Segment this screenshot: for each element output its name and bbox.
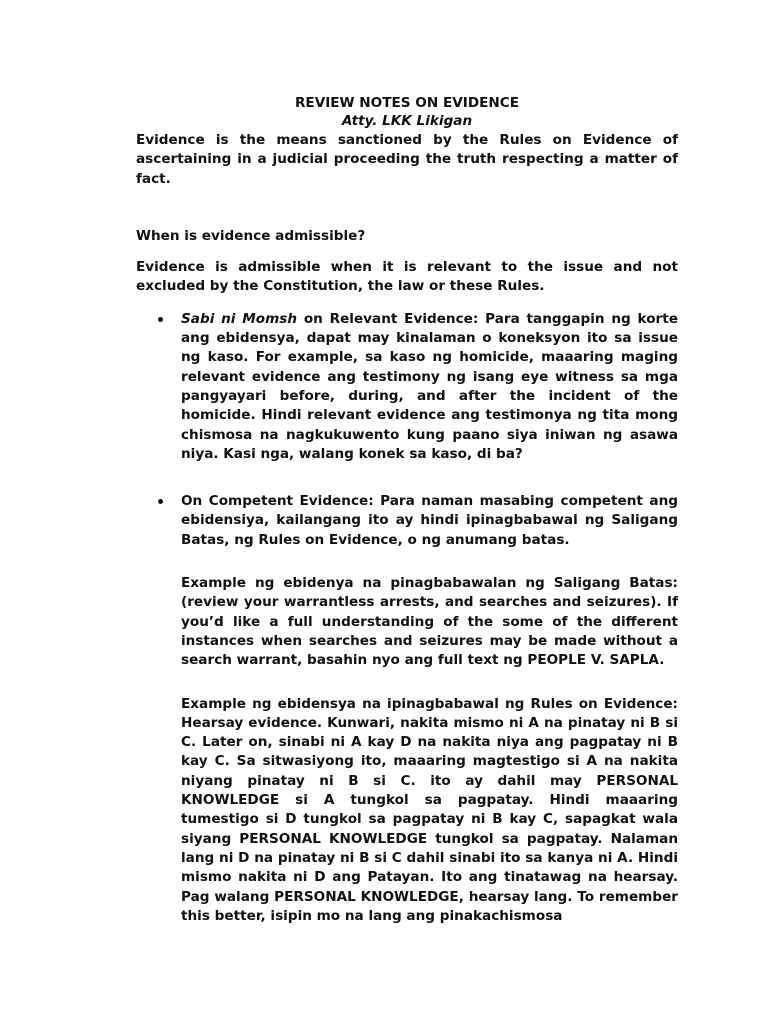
hearsay-example-paragraph: Example ng ebidensya na ipinagbabawal ng Rules on Evidence: Hearsay evidence. Kunwari, nakita mismo ni A na pinatay ni B si C. Later on, sinabi ni A kay D na nakita niya ang pagpatay ni B kay C. Sa sitwasiyong ito, maaaring magtestigo si A na nakita niyang pinatay ni B si C. ito ay dahil may PERSONAL KNOWLEDGE si A tungkol sa pagpatay. Hindi maaaring tumestigo si D tungkol sa pagpatay ni B kay C, sapagkat wala siyang PERSONAL KNOWLEDGE tungkol sa pagpatay. Nalaman lang ni D na pinatay ni B si C dahil sinabi ito sa kanya ni A. Hindi mismo nakita ni D ang Patayan. Ito ang tinatawag na hearsay. Pag walang PERSONAL KNOWLEDGE, hearsay lang. To remember this better, isipin mo na lang ang pinakachismosa bbox=[181, 695, 678, 924]
document-author: Atty. LKK Likigan bbox=[341, 113, 473, 129]
answer-paragraph: Evidence is admissible when it is relevant to the issue and not excluded by the Constitution, the law or these Rules. bbox=[136, 259, 678, 295]
intro-paragraph: Evidence is the means sanctioned by the Rules on Evidence of ascertaining in a judicial proceeding the truth respecting a matter of fact. bbox=[136, 132, 678, 187]
bullet-dot-icon bbox=[158, 317, 163, 322]
spacer bbox=[136, 246, 678, 258]
document-title: REVIEW NOTES ON EVIDENCE bbox=[294, 95, 520, 111]
relevant-evidence-paragraph bbox=[181, 310, 678, 464]
spacer bbox=[136, 464, 678, 492]
bullet-text: on Relevant Evidence: Para tanggapin ng korte ang ebidensya, dapat may kinalaman o koneksyon ito sa issue ng kaso. For example, sa kaso ng homicide, maaaring maging relevant evidence ang testimony ng isang eye witness sa mga pangyayari before, during, and after the incident of the homicide. Hindi relevant evidence ang testimonya ng tita mong chismosa na nagkukuwento kung paano siya iniwan ng asawa niya. Kasi nga, walang konek sa kaso, di ba? bbox=[181, 310, 678, 462]
bullet-lead-italic: Sabi ni Momsh bbox=[181, 310, 298, 327]
competent-evidence-paragraph: On Competent Evidence: Para naman masabing competent ang ebidensiya, kailangang ito ay hindi ipinagbabawal ng Saligang Batas, ng Rules on Evidence, o ng anumang batas. bbox=[181, 493, 678, 548]
constitution-example-paragraph: Example ng ebidenya na pinagbabawalan ng Saligang Batas: (review your warrantless arrests, and searches and seizures). If you’d like a full understanding of the some of the different instances when searches and seizures may be made without a search warrant, basahin nyo ang full text ng PEOPLE V. SAPLA. bbox=[181, 575, 678, 669]
question-heading: When is evidence admissible? bbox=[136, 227, 366, 244]
document-page bbox=[136, 94, 678, 926]
spacer bbox=[136, 189, 678, 227]
list-item bbox=[136, 492, 678, 926]
list-item bbox=[136, 310, 678, 464]
bullet-list bbox=[136, 310, 678, 926]
spacer bbox=[181, 550, 678, 574]
bullet-dot-icon bbox=[158, 499, 163, 504]
spacer bbox=[181, 671, 678, 695]
